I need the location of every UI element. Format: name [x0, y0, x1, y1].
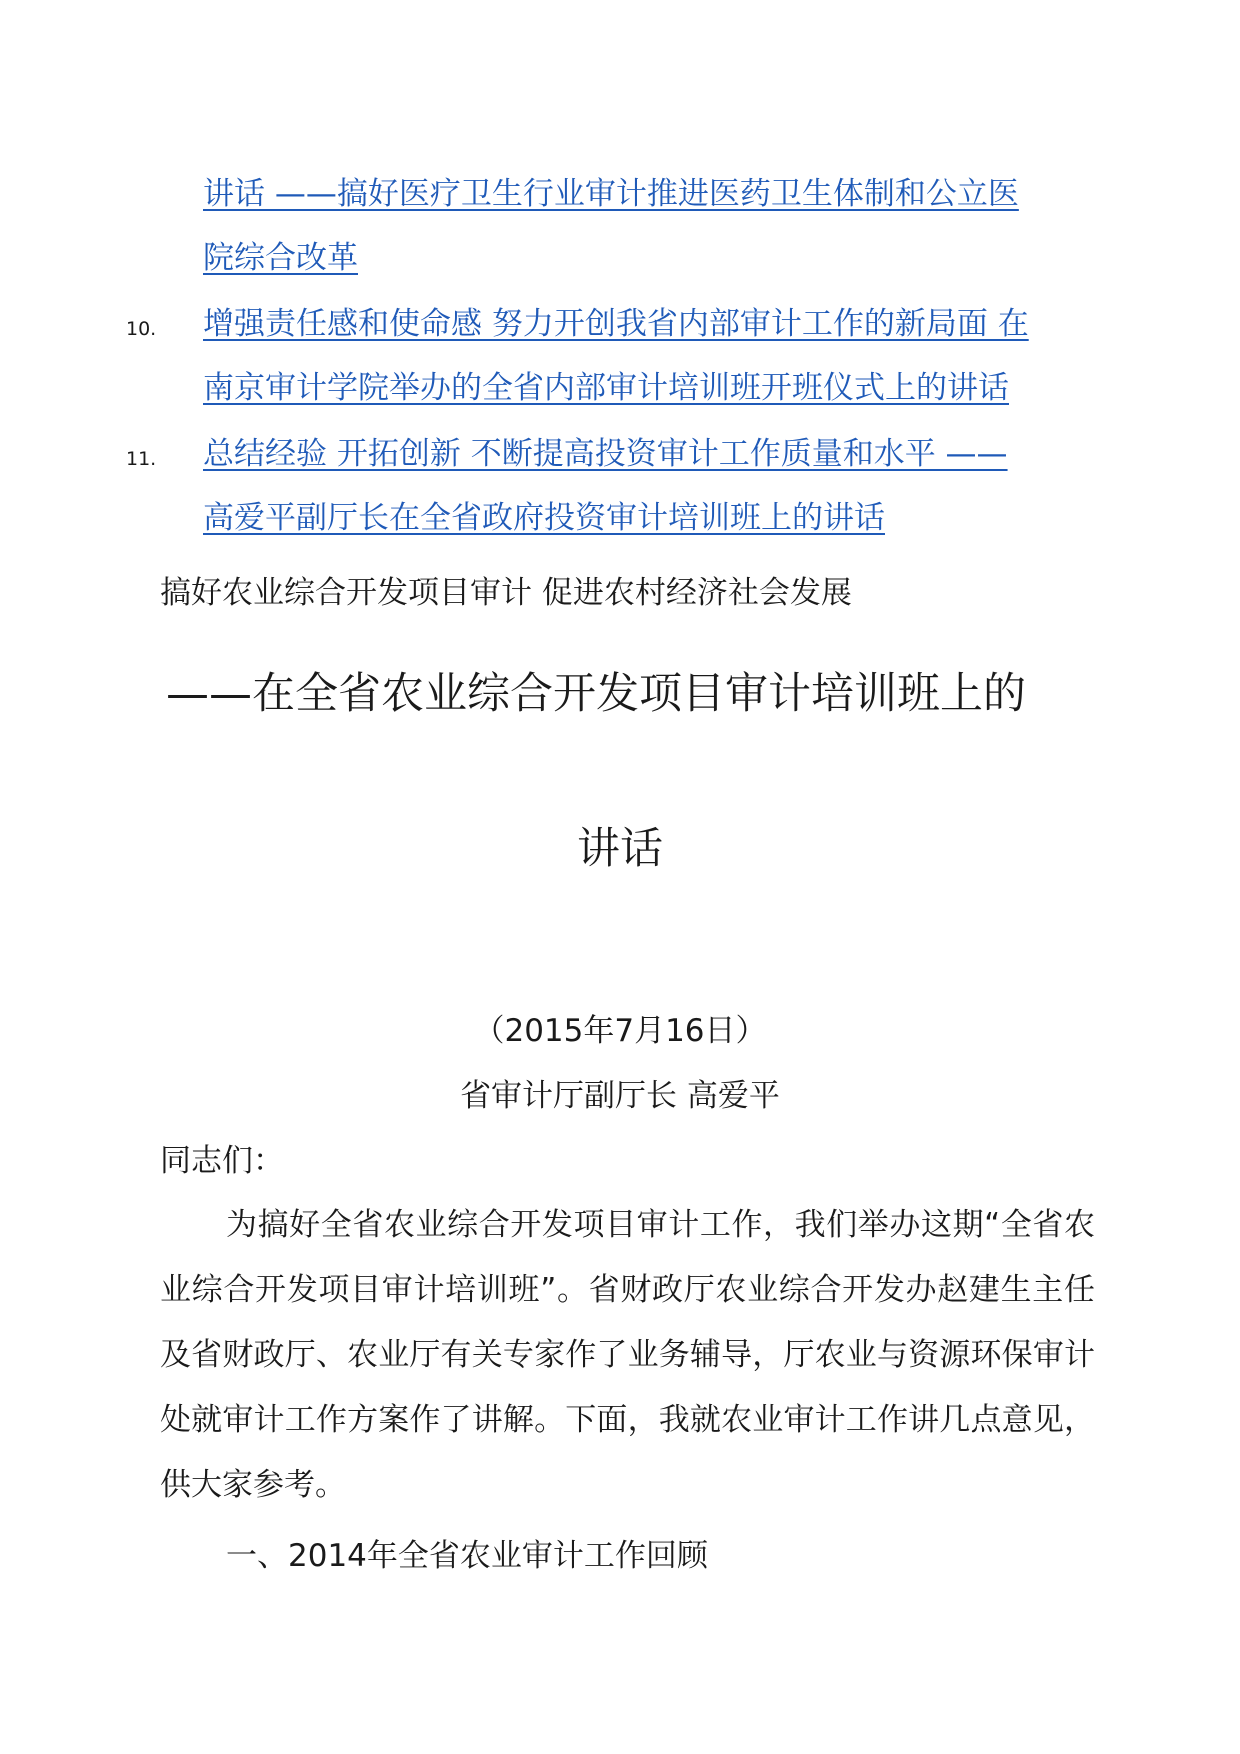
toc-link[interactable]: 南京审计学院举办的全省内部审计培训班开班仪式上的讲话 — [203, 370, 1009, 406]
article-heading: 搞好农业综合开发项目审计 促进农村经济社会发展 — [160, 575, 852, 611]
toc-link[interactable]: 总结经验 开拓创新 不断提高投资审计工作质量和水平 —— — [203, 436, 1008, 472]
article-subtitle: ——在全省农业综合开发项目审计培训班上的 — [166, 669, 1026, 719]
article-speaker: 省审计厅副厅长 高爱平 — [460, 1078, 780, 1114]
toc-item-number: 11. — [126, 448, 157, 470]
body-paragraph: 为搞好全省农业综合开发项目审计工作，我们举办这期“全省农业综合开发项目审计培训班”。省财政厅农业综合开发办赵建生主任及省财政厅、农业厅有关专家作了业务辅导，厅农业与资源环保审计处就审计工作方案作了讲解。下面，我就农业审计工作讲几点意见，供大家参考。 — [160, 1207, 1095, 1503]
toc-item-number: 10. — [126, 318, 157, 340]
toc-link[interactable]: 讲话 ——搞好医疗卫生行业审计推进医药卫生体制和公立医 — [203, 176, 1019, 212]
toc-link[interactable]: 院综合改革 — [203, 240, 358, 276]
toc-link[interactable]: 增强责任感和使命感 努力开创我省内部审计工作的新局面 在 — [203, 306, 1029, 342]
toc-item-11[interactable] — [203, 422, 1103, 550]
article-subtitle-end: 讲话 — [577, 824, 663, 874]
toc-link[interactable]: 高爱平副厅长在全省政府投资审计培训班上的讲话 — [203, 500, 885, 536]
article-date: （2015年7月16日） — [473, 1013, 767, 1049]
section-heading: 一、2014年全省农业审计工作回顾 — [226, 1538, 708, 1574]
salutation: 同志们： — [160, 1143, 284, 1179]
toc-item-9[interactable] — [203, 162, 1103, 290]
toc-item-10[interactable] — [203, 292, 1103, 420]
